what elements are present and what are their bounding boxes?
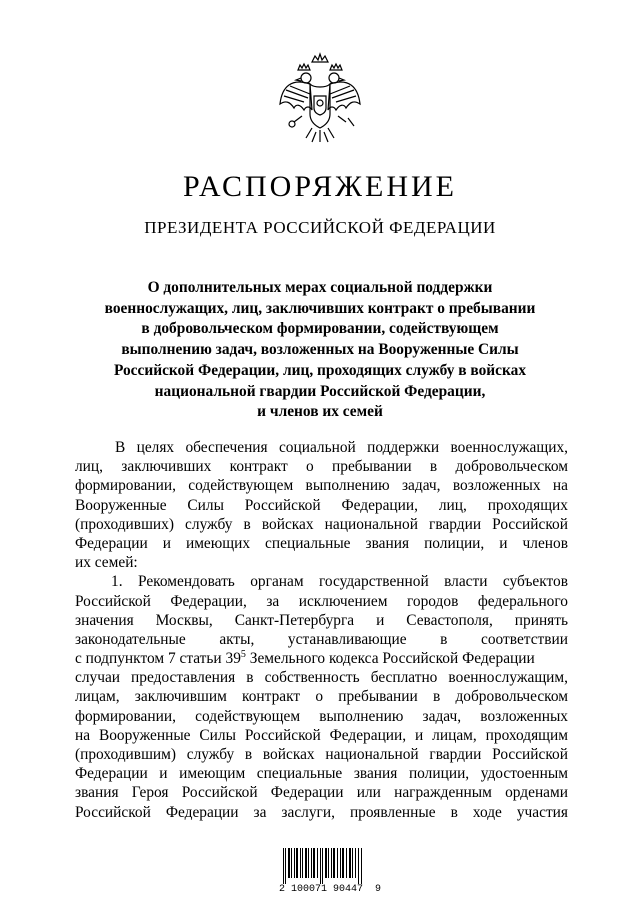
barcode-icon	[283, 848, 363, 884]
item1-line-with-footnote	[75, 649, 568, 668]
heading-line: Российской Федерации, лиц, проходящих службу в войсках	[113, 361, 527, 379]
item1-line: законодательные акты, устанавливающие в соответствии	[75, 630, 568, 648]
superscript-index: 5	[240, 648, 246, 660]
heading-line: О дополнительных мерах социальной поддержки	[147, 279, 493, 296]
document-title: РАСПОРЯЖЕНИЕ	[182, 170, 458, 203]
item1-line: Российской Федерации за заслуги, проявленные в ходе участия	[75, 803, 568, 821]
heading-line: в добровольческом формировании, содействующем	[141, 320, 499, 338]
coat-of-arms-emblem	[272, 48, 368, 152]
item1-line: на Вооруженные Силы Российской Федерации, и лицам, проходящим	[75, 726, 568, 744]
document-body	[75, 438, 568, 822]
item1-line: (проходившим) службу в войсках национальной гвардии Российской	[75, 746, 568, 763]
barcode-number: 2 100071 90447 9	[278, 884, 382, 895]
preamble-line: (проходивших) службу в войсках национальной гвардии Российской	[75, 515, 568, 533]
preamble-line: В целях обеспечения социальной поддержки военнослужащих,	[115, 439, 568, 456]
preamble-line: Федерации и имеющих специальные звания полиции, и членов	[75, 534, 568, 552]
item1-text: с подпунктом 7 статьи 39	[75, 650, 241, 668]
preamble-line: их семей:	[75, 554, 138, 572]
item1-text: Земельного кодекса Российской Федерации	[245, 650, 535, 668]
preamble-line: формировании, содействующем выполнению задач, возложенных на	[75, 477, 568, 495]
item1-line: значения Москвы, Санкт-Петербурга и Севастополя, принять	[75, 611, 568, 629]
item1-line: формировании, содействующем выполнению задач, возложенных	[75, 707, 568, 725]
item1-line: Российской Федерации, за исключением городов федерального	[75, 592, 568, 610]
document-subtitle: ПРЕЗИДЕНТА РОССИЙСКОЙ ФЕДЕРАЦИИ	[144, 218, 496, 237]
item1-line: лицам, заключившим контракт о пребывании в добровольческом	[75, 688, 568, 706]
heading-line: выполнению задач, возложенных на Вооруженные Силы	[121, 341, 519, 359]
item1-line: звания Героя Российской Федерации или награжденным орденами	[75, 784, 568, 802]
item1-line: 1. Рекомендовать органам государственной власти субъектов	[111, 573, 568, 591]
item1-line: Федерации и имеющим специальные звания полиции, удостоенным	[75, 765, 568, 783]
heading-line: военнослужащих, лиц, заключивших контракт о пребывании	[104, 299, 536, 317]
item1-line: случаи предоставления в собственность бесплатно военнослужащим,	[75, 669, 568, 687]
preamble-line: лиц, заключивших контракт о пребывании в добровольческом	[75, 458, 568, 476]
heading-line: и членов их семей	[257, 403, 383, 421]
heading-line: национальной гвардии Российской Федерации,	[154, 382, 486, 400]
preamble-line: Вооруженные Силы Российской Федерации, лиц, проходящих	[75, 496, 568, 514]
document-heading	[80, 278, 560, 423]
